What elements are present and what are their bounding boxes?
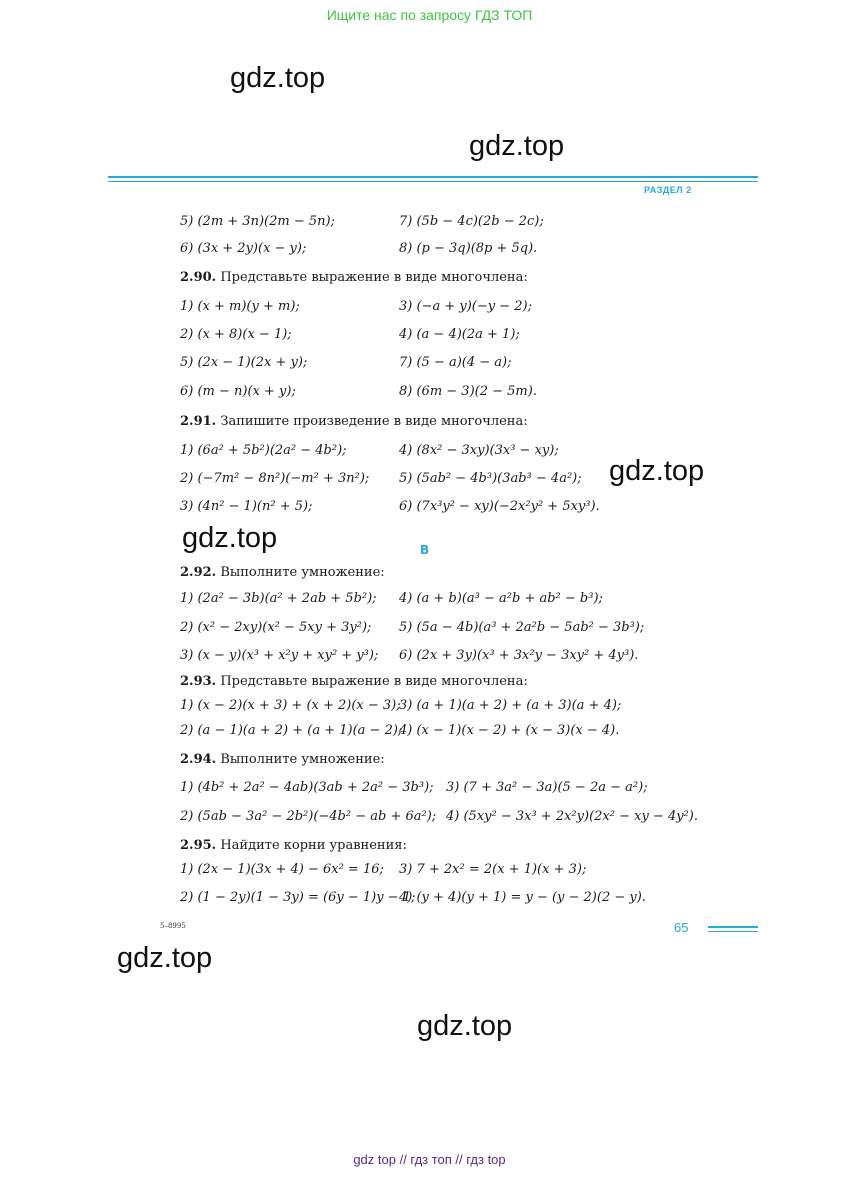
printer-signature: 5–8995 (160, 922, 186, 930)
task-text: Найдите корни уравнения: (220, 838, 407, 853)
page-number: 65 (674, 920, 689, 935)
exercise-item: 2) (x + 8)(x − 1); (180, 327, 292, 342)
task-text: Запишите произведение в виде многочлена: (220, 414, 528, 429)
exercise-item: 1) (2x − 1)(3x + 4) − 6x² = 16; (180, 862, 384, 877)
exercise-item: 4) (8x² − 3xy)(3x³ − xy); (399, 443, 559, 458)
header-rule (108, 176, 758, 178)
exercise-item: 6) (m − n)(x + y); (180, 384, 296, 399)
task-text: Представьте выражение в виде многочлена: (220, 270, 528, 285)
task-text: Выполните умножение: (220, 565, 385, 580)
task-heading (180, 270, 528, 285)
exercise-item: 6) (3x + 2y)(x − y); (180, 241, 307, 256)
header-rule (108, 181, 758, 182)
task-heading (180, 414, 528, 429)
exercise-item: 7) (5 − a)(4 − a); (399, 355, 512, 370)
watermark: gdz.top (182, 522, 278, 554)
exercise-item: 3) (−a + y)(−y − 2); (399, 299, 532, 314)
exercise-item: 8) (6m − 3)(2 − 5m). (399, 384, 537, 399)
exercise-item: 1) (4b² + 2a² − 4ab)(3ab + 2a² − 3b³); (180, 780, 434, 795)
exercise-item: 1) (x − 2)(x + 3) + (x + 2)(x − 3); (180, 698, 401, 713)
exercise-item: 4) (a + b)(a³ − a²b + ab² − b³); (399, 591, 603, 606)
exercise-item: 5) (5a − 4b)(a³ + 2a²b − 5ab² − 3b³); (399, 620, 645, 635)
task-heading (180, 674, 528, 689)
exercise-item: 2) (x² − 2xy)(x² − 5xy + 3y²); (180, 620, 372, 635)
exercise-item: 3) (a + 1)(a + 2) + (a + 3)(a + 4); (399, 698, 622, 713)
task-heading (180, 838, 407, 853)
task-number: 2.95. (180, 838, 217, 853)
exercise-item: 5) (2m + 3n)(2m − 5n); (180, 214, 335, 229)
exercise-item: 7) (5b − 4c)(2b − 2c); (399, 214, 544, 229)
exercise-item: 5) (2x − 1)(2x + y); (180, 355, 308, 370)
task-number: 2.90. (180, 270, 217, 285)
task-number: 2.93. (180, 674, 217, 689)
task-number: 2.92. (180, 565, 217, 580)
exercise-item: 6) (2x + 3y)(x³ + 3x²y − 3xy² + 4y³). (399, 648, 639, 663)
watermark: gdz.top (469, 130, 565, 162)
exercise-item: 2) (−7m² − 8n²)(−m² + 3n²); (180, 471, 370, 486)
exercise-item: 1) (x + m)(y + m); (180, 299, 300, 314)
task-text: Представьте выражение в виде многочлена: (220, 674, 528, 689)
watermark: gdz.top (609, 455, 705, 487)
exercise-item: 2) (a − 1)(a + 2) + (a + 1)(a − 2); (180, 723, 403, 738)
exercise-item: 3) (4n² − 1)(n² + 5); (180, 499, 313, 514)
exercise-item: 2) (1 − 2y)(1 − 3y) = (6y − 1)y − 1; (180, 890, 416, 905)
section-label: РАЗДЕЛ 2 (644, 185, 692, 195)
exercise-item: 4) (x − 1)(x − 2) + (x − 3)(x − 4). (399, 723, 620, 738)
task-number: 2.91. (180, 414, 217, 429)
exercise-item: 8) (p − 3q)(8p + 5q). (399, 241, 538, 256)
exercise-item: 3) 7 + 2x² = 2(x + 1)(x + 3); (399, 862, 587, 877)
exercise-item: 4) (5xy² − 3x³ + 2x²y)(2x² − xy − 4y²). (446, 809, 698, 824)
exercise-item: 1) (2a² − 3b)(a² + 2ab + 5b²); (180, 591, 377, 606)
exercise-item: 6) (7x³y² − xy)(−2x²y² + 5xy³). (399, 499, 600, 514)
task-text: Выполните умножение: (220, 752, 385, 767)
exercise-item: 5) (5ab² − 4b³)(3ab³ − 4a²); (399, 471, 582, 486)
exercise-item: 1) (6a² + 5b²)(2a² − 4b²); (180, 443, 347, 458)
exercise-item: 4) (a − 4)(2a + 1); (399, 327, 520, 342)
exercise-item: 3) (x − y)(x³ + x²y + xy² + y³); (180, 648, 379, 663)
search-banner: Ищите нас по запросу ГДЗ ТОП (326, 7, 533, 23)
level-letter: B (420, 543, 430, 557)
task-heading (180, 565, 385, 580)
watermark: gdz.top (417, 1010, 513, 1042)
footer-rule (708, 931, 758, 932)
footer-rule (708, 926, 758, 928)
task-number: 2.94. (180, 752, 217, 767)
exercise-item: 3) (7 + 3a² − 3a)(5 − 2a − a²); (446, 780, 648, 795)
footer-links: gdz top // гдз топ // гдз top (353, 1152, 506, 1167)
watermark: gdz.top (230, 62, 326, 94)
exercise-item: 4) (y + 4)(y + 1) = y − (y − 2)(2 − y). (399, 890, 646, 905)
task-heading (180, 752, 385, 767)
exercise-item: 2) (5ab − 3a² − 2b²)(−4b² − ab + 6a²); (180, 809, 437, 824)
watermark: gdz.top (117, 942, 213, 974)
